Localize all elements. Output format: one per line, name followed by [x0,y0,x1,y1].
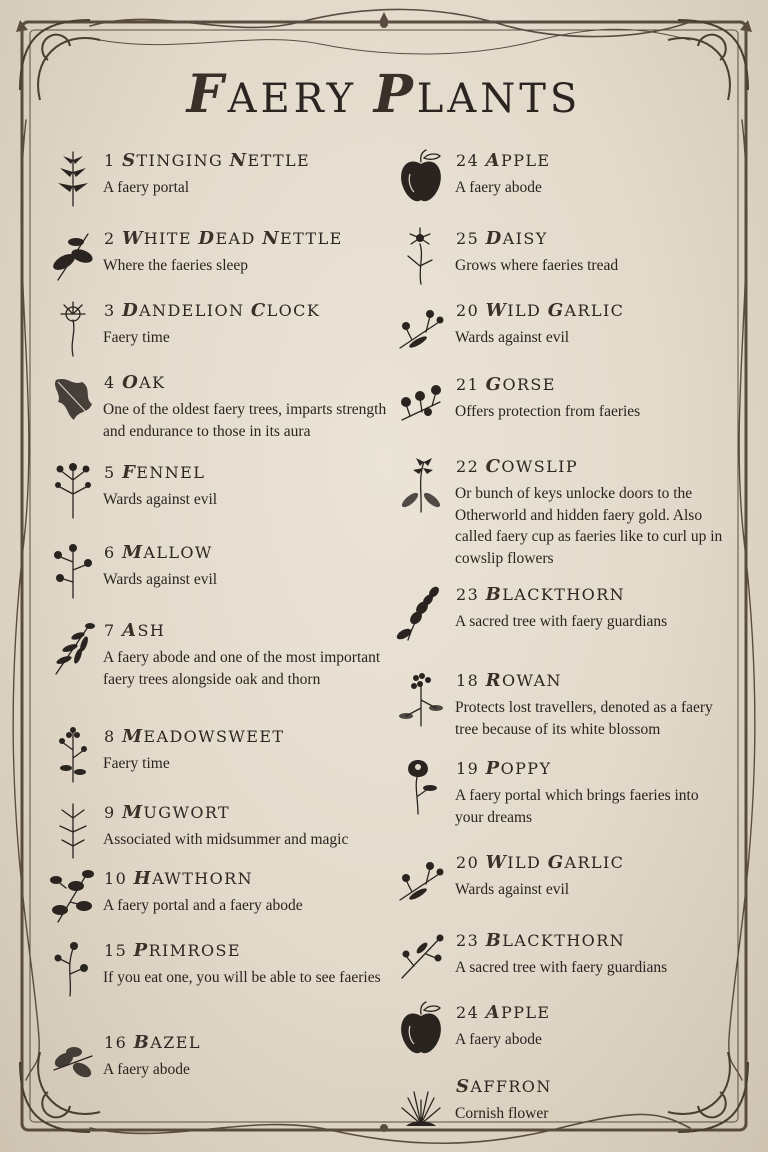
mallow-icon [48,540,98,600]
foxglove-icon [396,582,446,642]
apple-icon [396,1000,446,1060]
plant-name: 2 WHITE DEAD NETTLE [104,228,343,249]
plant-name: 23 BLACKTHORN [456,930,626,951]
plant-description: Wards against evil [455,329,570,346]
plant-name: 1 STINGING NETTLE [104,150,311,171]
wild-garlic-icon [396,298,446,358]
hazel-icon [48,1030,98,1090]
plant-name: 3 DANDELION CLOCK [104,300,321,321]
plant-description: A sacred tree with faery guardians [455,613,668,630]
plant-name: 20 WILD GARLIC [456,852,625,873]
meadowsweet-icon [48,724,98,784]
plant-description: Or bunch of keys unlocke doors to the Otherworld and hidden faery gold. Also called faery cup as faeries like to curl up in cowslip flowers [455,485,723,567]
plant-name: 24 APPLE [456,150,551,171]
plant-description: Faery time [103,755,170,772]
plant-name: 24 APPLE [456,1002,551,1023]
daisy-icon [396,226,446,286]
rowan-icon [396,668,446,728]
plant-description: A faery abode [103,1061,190,1078]
plant-name: 9 MUGWORT [104,802,231,823]
nettle-icon [48,148,98,208]
wild-garlic-icon [396,850,446,910]
plant-description: Grows where faeries tread [455,257,619,274]
plant-name: 15 PRIMROSE [104,940,241,961]
fennel-icon [48,460,98,520]
plant-description: A faery portal and a faery abode [103,897,303,914]
plant-description: A faery abode [455,1031,542,1048]
plant-name: 10 HAWTHORN [104,868,254,889]
primrose-icon [48,938,98,998]
plant-name: 25 DAISY [456,228,548,249]
plant-name: 23 BLACKTHORN [456,584,626,605]
plant-description: Faery time [103,329,170,346]
plant-description: Where the faeries sleep [103,257,249,274]
plant-name: 18 ROWAN [456,670,562,691]
oak-leaf-icon [48,370,98,430]
plant-description: A sacred tree with faery guardians [455,959,668,976]
plant-description: Associated with midsummer and magic [103,831,349,848]
plant-name: 20 WILD GARLIC [456,300,625,321]
plant-name: 16 BAZEL [104,1032,201,1053]
poppy-icon [396,756,446,816]
plant-description: One of the oldest faery trees, imparts strength and endurance to those in its aura [103,401,387,440]
plant-description: Wards against evil [103,571,218,588]
plant-description: Wards against evil [455,881,570,898]
dandelion-clock-icon [48,298,98,358]
plant-description: Wards against evil [103,491,218,508]
plant-name: 4 OAK [104,372,166,393]
page-title: FAERY PLANTS [186,64,582,125]
plant-description: A faery portal [103,179,190,196]
blackthorn-icon [396,928,446,988]
hawthorn-icon [48,866,98,926]
plant-description: A faery portal which brings faeries into your dreams [455,787,699,826]
plant-description: Cornish flower [455,1105,549,1122]
plant-name: 5 FENNEL [104,462,206,483]
mugwort-icon [48,800,98,860]
plant-name: 21 GORSE [456,374,556,395]
plant-name: 22 COWSLIP [456,456,579,477]
plant-description: Offers protection from faeries [455,403,641,420]
saffron-icon [396,1074,446,1134]
plant-description: If you eat one, you will be able to see faeries [103,969,381,986]
plant-name: SAFFRON [456,1076,552,1097]
plant-description: A faery abode [455,179,542,196]
plant-description: Protects lost travellers, denoted as a faery tree because of its white blossom [455,699,713,738]
plant-name: 7 ASH [104,620,166,641]
cowslip-icon [396,454,446,514]
plant-name: 8 MEADOWSWEET [104,726,285,747]
gorse-icon [396,372,446,432]
ash-leaf-icon [48,618,98,678]
dead-nettle-icon [48,226,98,286]
plant-name: 6 MALLOW [104,542,213,563]
apple-icon [396,148,446,208]
plant-description: A faery abode and one of the most important faery trees alongside oak and thorn [103,649,381,688]
plant-name: 19 POPPY [456,758,552,779]
